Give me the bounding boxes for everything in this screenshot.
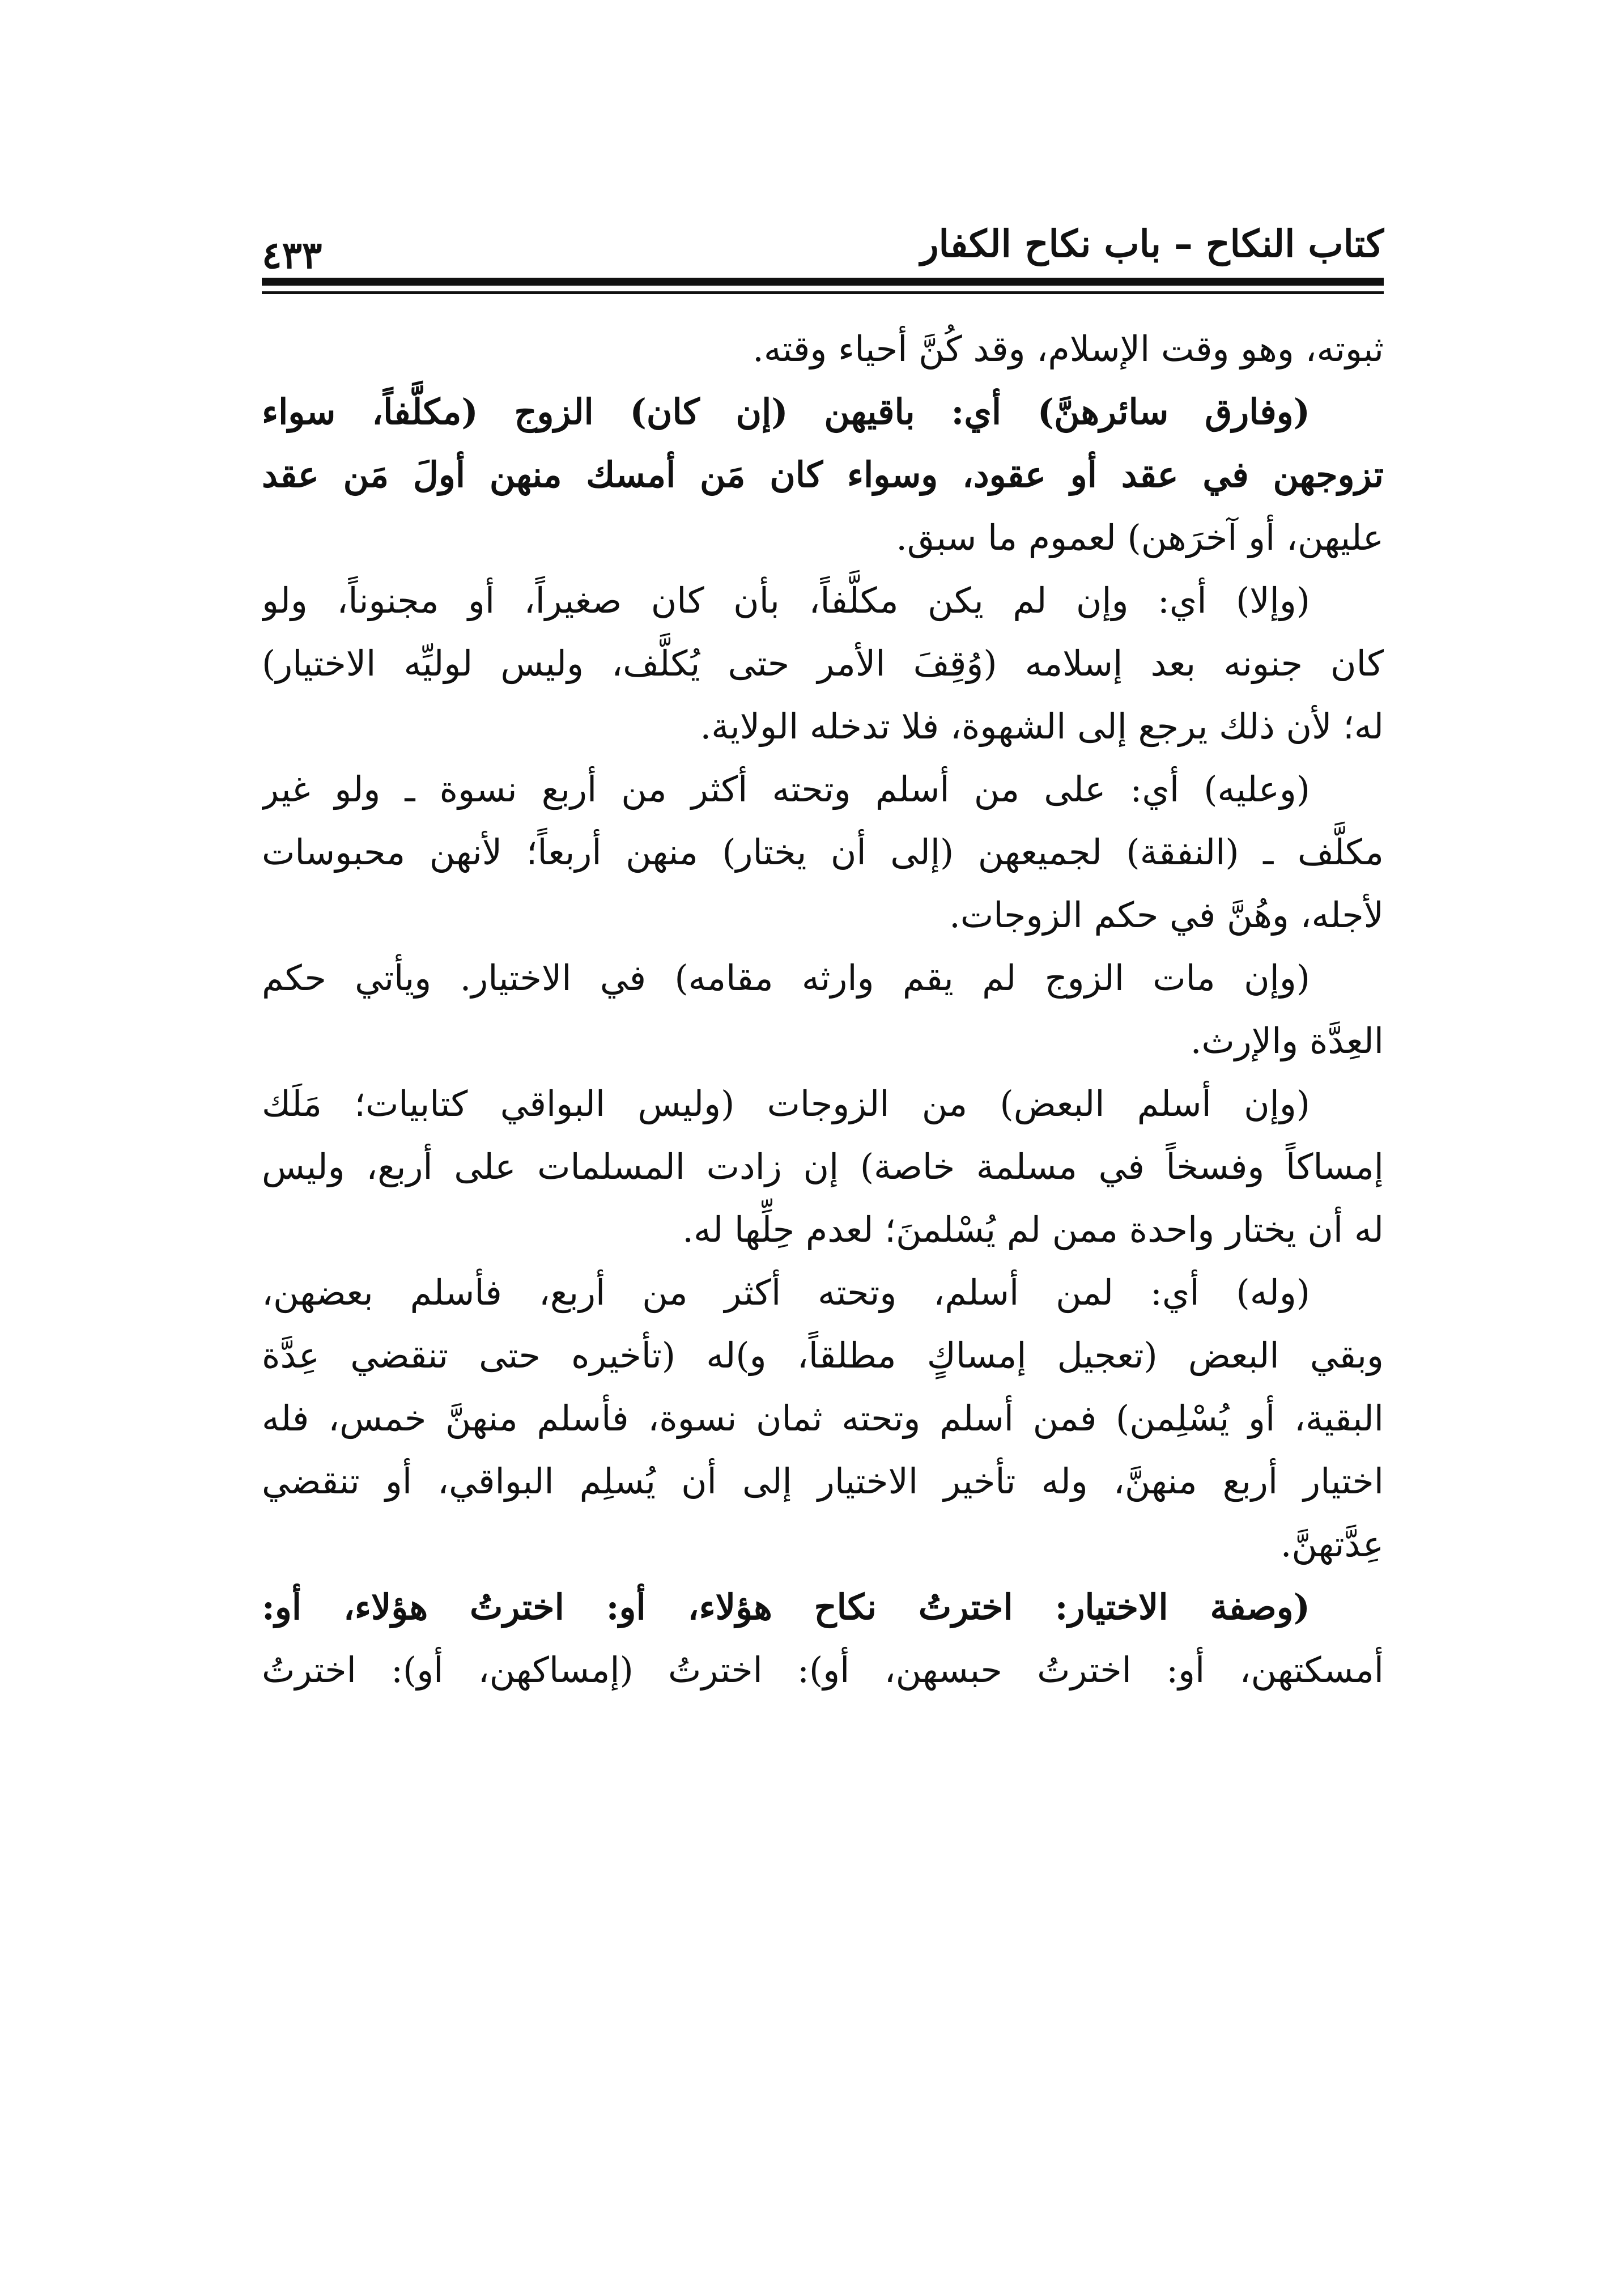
body-text bbox=[262, 317, 1384, 1701]
text-line-6: كان جنونه بعد إسلامه (وُقِفَ الأمر حتى يُكلَّف، وليس لوليِّه الاختيار) bbox=[262, 643, 1384, 684]
paragraph-4 bbox=[262, 758, 1384, 946]
paragraph-8 bbox=[262, 1576, 1384, 1701]
header-rule-thick bbox=[262, 278, 1384, 286]
page-header bbox=[262, 215, 1384, 278]
text-line-18: البقية، أو يُسْلِمن) فمن أسلم وتحته ثمان نسوة، فأسلم منهنَّ خمس، فله bbox=[262, 1398, 1384, 1439]
text-line-9: مكلَّف ـ (النفقة) لجميعهن (إلى أن يختار) منهن أربعاً؛ لأنهن محبوسات bbox=[262, 831, 1384, 873]
text-line-2: (وفارق سائرهنَّ) أي: باقيهن (إن كان) الزوج (مكلَّفاً، سواء bbox=[262, 391, 1310, 432]
text-line-17: وبقي البعض (تعجيل إمساكٍ مطلقاً، و)له (تأخيره حتى تنقضي عِدَّة bbox=[262, 1335, 1384, 1376]
paragraph-1 bbox=[262, 317, 1384, 380]
running-title: كتاب النكاح – باب نكاح الكفار bbox=[920, 222, 1384, 266]
text-line-21: (وصفة الاختيار: اخترتُ نكاح هؤلاء، أو: اخترتُ هؤلاء، أو: bbox=[262, 1586, 1310, 1628]
text-line-15: له أن يختار واحدة ممن لم يُسْلمنَ؛ لعدم حِلِّها له. bbox=[682, 1209, 1384, 1250]
paragraph-7 bbox=[262, 1261, 1384, 1576]
text-line-22: أمسكتهن، أو: اخترتُ حبسهن، أو): اخترتُ (إمساكهن، أو): اخترتُ bbox=[262, 1649, 1384, 1691]
header-rule-thin bbox=[262, 291, 1384, 294]
paragraph-5 bbox=[262, 946, 1384, 1072]
paragraph-6 bbox=[262, 1072, 1384, 1261]
text-line-1: ثبوته، وهو وقت الإسلام، وقد كُنَّ أحياء وقته. bbox=[753, 328, 1384, 370]
text-line-14: إمساكاً وفسخاً في مسلمة خاصة) إن زادت المسلمات على أربع، وليس bbox=[262, 1146, 1384, 1187]
text-line-7: له؛ لأن ذلك يرجع إلى الشهوة، فلا تدخله الولاية. bbox=[700, 706, 1384, 747]
text-line-13: (وإن أسلم البعض) من الزوجات (وليس البواقي كتابيات؛ مَلَك bbox=[262, 1083, 1310, 1124]
text-line-19: اختيار أربع منهنَّ، وله تأخير الاختيار إلى أن يُسلِم البواقي، أو تنقضي bbox=[262, 1460, 1384, 1502]
text-line-8: (وعليه) أي: على من أسلم وتحته أكثر من أربع نسوة ـ ولو غير bbox=[262, 768, 1310, 810]
paragraph-2 bbox=[262, 380, 1384, 569]
text-line-10: لأجله، وهُنَّ في حكم الزوجات. bbox=[949, 894, 1384, 936]
text-line-16: (وله) أي: لمن أسلم، وتحته أكثر من أربع، فأسلم بعضهن، bbox=[262, 1272, 1310, 1313]
page-number: ٤٣٣ bbox=[262, 233, 322, 277]
text-line-20: عِدَّتهنَّ. bbox=[1280, 1523, 1384, 1565]
text-line-5: (وإلا) أي: وإن لم يكن مكلَّفاً، بأن كان صغيراً، أو مجنوناً، ولو bbox=[262, 580, 1310, 621]
text-line-11: (وإن مات الزوج لم يقم وارثه مقامه) في الاختيار. ويأتي حكم bbox=[262, 957, 1310, 999]
text-line-3: تزوجهن في عقد أو عقود، وسواء كان مَن أمسك منهن أولَ مَن عقد bbox=[262, 454, 1384, 495]
text-line-12: العِدَّة والإرث. bbox=[1190, 1020, 1384, 1061]
paragraph-3 bbox=[262, 569, 1384, 758]
text-line-4: عليهن، أو آخرَهن) لعموم ما سبق. bbox=[896, 517, 1384, 558]
